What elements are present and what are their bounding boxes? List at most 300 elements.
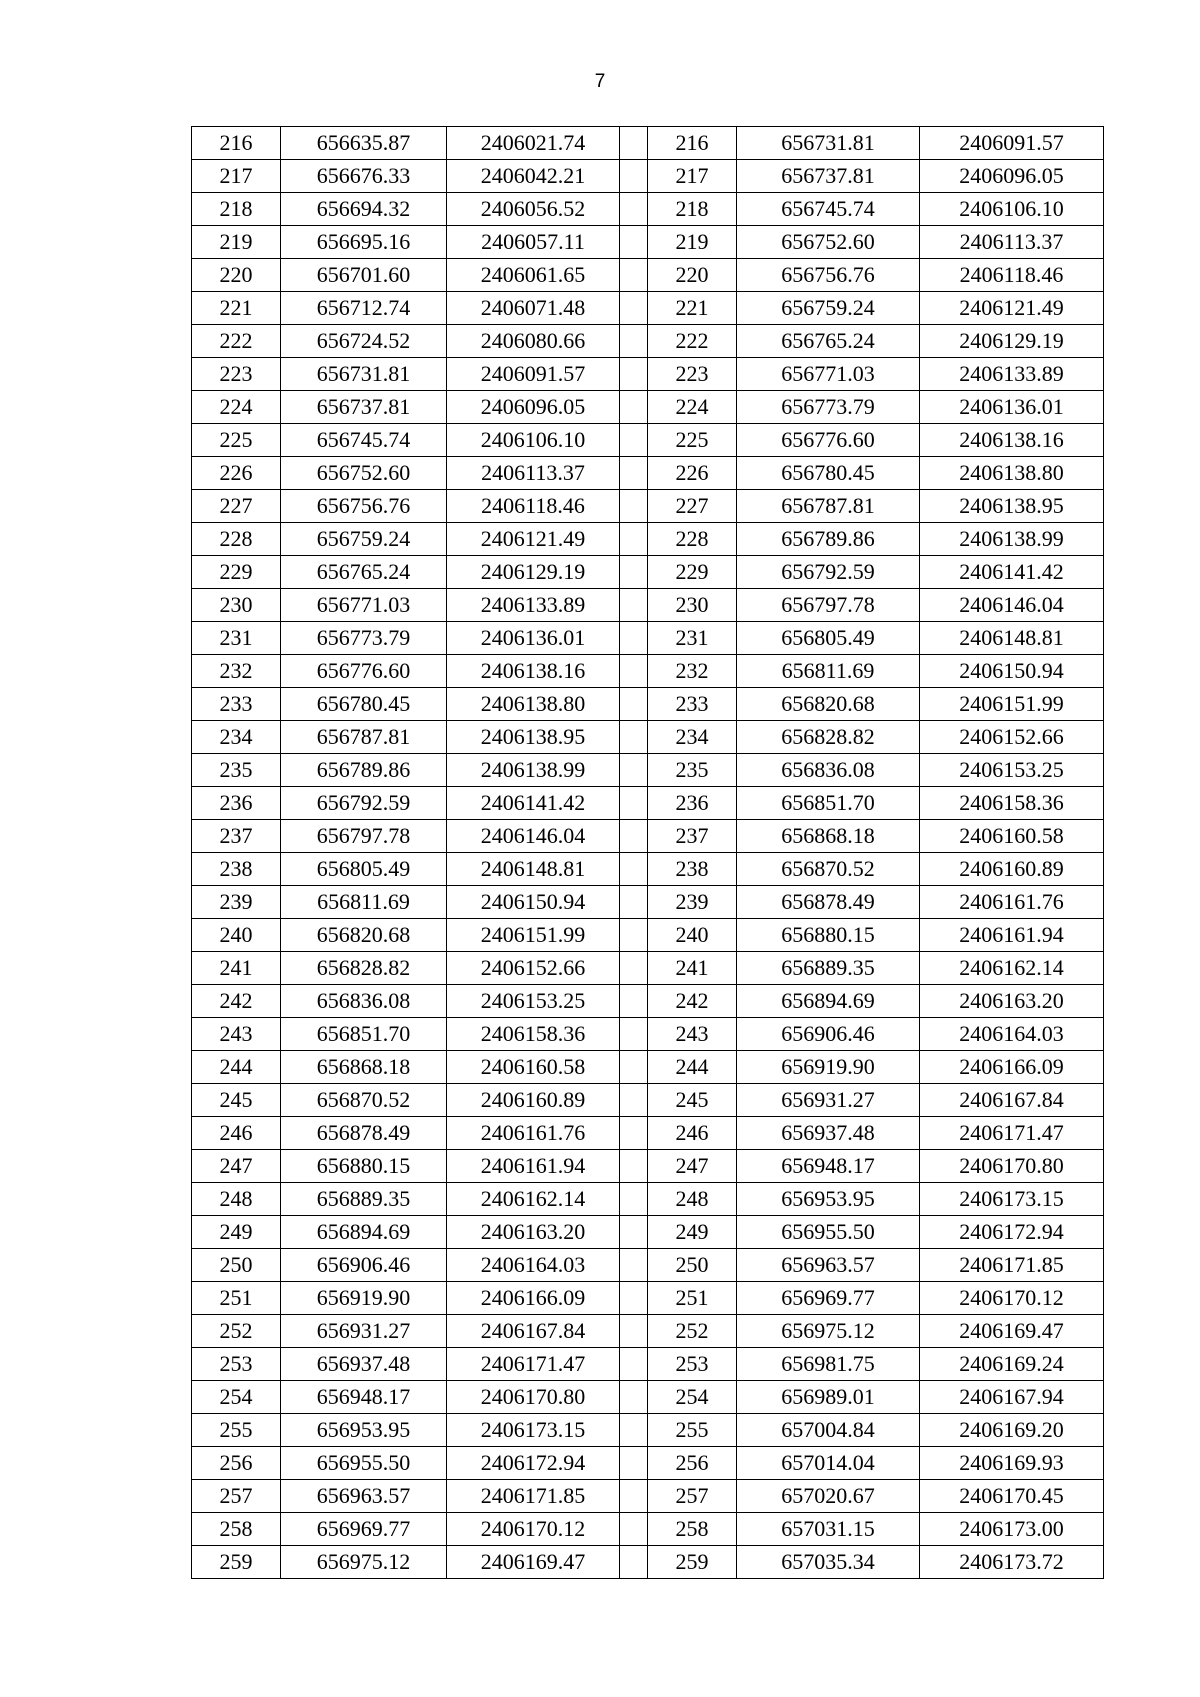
right-y-cell: 2406161.76 xyxy=(920,886,1104,919)
left-x-cell: 656894.69 xyxy=(281,1216,447,1249)
left-x-cell: 656811.69 xyxy=(281,886,447,919)
right-point-cell: 231 xyxy=(648,622,737,655)
left-x-cell: 656870.52 xyxy=(281,1084,447,1117)
right-y-cell: 2406146.04 xyxy=(920,589,1104,622)
right-x-cell: 656759.24 xyxy=(737,292,920,325)
left-point-cell: 234 xyxy=(192,721,281,754)
right-point-cell: 250 xyxy=(648,1249,737,1282)
right-y-cell: 2406162.14 xyxy=(920,952,1104,985)
right-point-cell: 232 xyxy=(648,655,737,688)
table-row xyxy=(192,919,1104,952)
right-x-cell: 656805.49 xyxy=(737,622,920,655)
spacer-cell xyxy=(620,490,648,523)
spacer-cell xyxy=(620,688,648,721)
right-y-cell: 2406173.00 xyxy=(920,1513,1104,1546)
left-point-cell: 233 xyxy=(192,688,281,721)
table-row xyxy=(192,1150,1104,1183)
right-x-cell: 656981.75 xyxy=(737,1348,920,1381)
right-y-cell: 2406163.20 xyxy=(920,985,1104,1018)
right-point-cell: 240 xyxy=(648,919,737,952)
table-row xyxy=(192,1414,1104,1447)
right-x-cell: 656868.18 xyxy=(737,820,920,853)
left-point-cell: 259 xyxy=(192,1546,281,1579)
left-x-cell: 656635.87 xyxy=(281,127,447,160)
left-x-cell: 656868.18 xyxy=(281,1051,447,1084)
right-point-cell: 226 xyxy=(648,457,737,490)
table-row xyxy=(192,325,1104,358)
left-x-cell: 656694.32 xyxy=(281,193,447,226)
spacer-cell xyxy=(620,589,648,622)
right-x-cell: 656975.12 xyxy=(737,1315,920,1348)
left-point-cell: 254 xyxy=(192,1381,281,1414)
left-x-cell: 656780.45 xyxy=(281,688,447,721)
left-point-cell: 250 xyxy=(192,1249,281,1282)
right-y-cell: 2406136.01 xyxy=(920,391,1104,424)
spacer-cell xyxy=(620,1183,648,1216)
table-row xyxy=(192,1051,1104,1084)
right-point-cell: 229 xyxy=(648,556,737,589)
right-x-cell: 657035.34 xyxy=(737,1546,920,1579)
left-point-cell: 228 xyxy=(192,523,281,556)
right-x-cell: 656737.81 xyxy=(737,160,920,193)
left-x-cell: 656797.78 xyxy=(281,820,447,853)
spacer-cell xyxy=(620,424,648,457)
spacer-cell xyxy=(620,226,648,259)
spacer-cell xyxy=(620,919,648,952)
right-y-cell: 2406106.10 xyxy=(920,193,1104,226)
left-y-cell: 2406164.03 xyxy=(447,1249,620,1282)
right-x-cell: 657004.84 xyxy=(737,1414,920,1447)
left-point-cell: 222 xyxy=(192,325,281,358)
right-x-cell: 656789.86 xyxy=(737,523,920,556)
left-x-cell: 656752.60 xyxy=(281,457,447,490)
left-point-cell: 232 xyxy=(192,655,281,688)
left-point-cell: 255 xyxy=(192,1414,281,1447)
right-y-cell: 2406171.47 xyxy=(920,1117,1104,1150)
left-point-cell: 219 xyxy=(192,226,281,259)
spacer-cell xyxy=(620,886,648,919)
right-y-cell: 2406091.57 xyxy=(920,127,1104,160)
right-y-cell: 2406121.49 xyxy=(920,292,1104,325)
table-row xyxy=(192,523,1104,556)
right-point-cell: 256 xyxy=(648,1447,737,1480)
spacer-cell xyxy=(620,457,648,490)
spacer-cell xyxy=(620,721,648,754)
right-x-cell: 656953.95 xyxy=(737,1183,920,1216)
table-row xyxy=(192,160,1104,193)
right-x-cell: 656931.27 xyxy=(737,1084,920,1117)
table-row xyxy=(192,1381,1104,1414)
right-point-cell: 246 xyxy=(648,1117,737,1150)
right-point-cell: 258 xyxy=(648,1513,737,1546)
right-x-cell: 656955.50 xyxy=(737,1216,920,1249)
table-row xyxy=(192,391,1104,424)
right-point-cell: 227 xyxy=(648,490,737,523)
left-point-cell: 230 xyxy=(192,589,281,622)
right-point-cell: 239 xyxy=(648,886,737,919)
left-point-cell: 251 xyxy=(192,1282,281,1315)
left-y-cell: 2406171.47 xyxy=(447,1348,620,1381)
right-y-cell: 2406170.45 xyxy=(920,1480,1104,1513)
left-point-cell: 256 xyxy=(192,1447,281,1480)
table-row xyxy=(192,688,1104,721)
spacer-cell xyxy=(620,1513,648,1546)
table-row xyxy=(192,1183,1104,1216)
right-y-cell: 2406151.99 xyxy=(920,688,1104,721)
left-y-cell: 2406171.85 xyxy=(447,1480,620,1513)
right-x-cell: 656731.81 xyxy=(737,127,920,160)
left-x-cell: 656792.59 xyxy=(281,787,447,820)
right-point-cell: 233 xyxy=(648,688,737,721)
right-x-cell: 656969.77 xyxy=(737,1282,920,1315)
left-y-cell: 2406170.12 xyxy=(447,1513,620,1546)
right-point-cell: 216 xyxy=(648,127,737,160)
left-point-cell: 242 xyxy=(192,985,281,1018)
left-y-cell: 2406173.15 xyxy=(447,1414,620,1447)
right-point-cell: 225 xyxy=(648,424,737,457)
right-y-cell: 2406167.84 xyxy=(920,1084,1104,1117)
spacer-cell xyxy=(620,787,648,820)
right-point-cell: 253 xyxy=(648,1348,737,1381)
left-point-cell: 236 xyxy=(192,787,281,820)
left-x-cell: 656963.57 xyxy=(281,1480,447,1513)
left-y-cell: 2406138.80 xyxy=(447,688,620,721)
right-x-cell: 656989.01 xyxy=(737,1381,920,1414)
right-y-cell: 2406153.25 xyxy=(920,754,1104,787)
left-y-cell: 2406106.10 xyxy=(447,424,620,457)
left-point-cell: 227 xyxy=(192,490,281,523)
right-y-cell: 2406113.37 xyxy=(920,226,1104,259)
spacer-cell xyxy=(620,127,648,160)
left-y-cell: 2406133.89 xyxy=(447,589,620,622)
right-y-cell: 2406118.46 xyxy=(920,259,1104,292)
right-point-cell: 243 xyxy=(648,1018,737,1051)
left-x-cell: 656953.95 xyxy=(281,1414,447,1447)
table-row xyxy=(192,1117,1104,1150)
left-x-cell: 656712.74 xyxy=(281,292,447,325)
left-point-cell: 218 xyxy=(192,193,281,226)
right-point-cell: 255 xyxy=(648,1414,737,1447)
left-point-cell: 252 xyxy=(192,1315,281,1348)
right-y-cell: 2406172.94 xyxy=(920,1216,1104,1249)
table-row xyxy=(192,358,1104,391)
left-point-cell: 253 xyxy=(192,1348,281,1381)
spacer-cell xyxy=(620,1216,648,1249)
right-point-cell: 238 xyxy=(648,853,737,886)
left-point-cell: 238 xyxy=(192,853,281,886)
left-point-cell: 244 xyxy=(192,1051,281,1084)
table-row xyxy=(192,853,1104,886)
left-x-cell: 656737.81 xyxy=(281,391,447,424)
right-point-cell: 235 xyxy=(648,754,737,787)
left-x-cell: 656695.16 xyxy=(281,226,447,259)
left-point-cell: 217 xyxy=(192,160,281,193)
table-row xyxy=(192,1084,1104,1117)
spacer-cell xyxy=(620,754,648,787)
left-point-cell: 224 xyxy=(192,391,281,424)
left-y-cell: 2406138.16 xyxy=(447,655,620,688)
left-y-cell: 2406113.37 xyxy=(447,457,620,490)
right-y-cell: 2406161.94 xyxy=(920,919,1104,952)
left-x-cell: 656771.03 xyxy=(281,589,447,622)
right-x-cell: 656889.35 xyxy=(737,952,920,985)
spacer-cell xyxy=(620,292,648,325)
left-x-cell: 656701.60 xyxy=(281,259,447,292)
table-row xyxy=(192,490,1104,523)
right-y-cell: 2406173.15 xyxy=(920,1183,1104,1216)
left-point-cell: 220 xyxy=(192,259,281,292)
left-x-cell: 656776.60 xyxy=(281,655,447,688)
right-y-cell: 2406169.24 xyxy=(920,1348,1104,1381)
left-y-cell: 2406170.80 xyxy=(447,1381,620,1414)
left-y-cell: 2406080.66 xyxy=(447,325,620,358)
spacer-cell xyxy=(620,952,648,985)
right-point-cell: 228 xyxy=(648,523,737,556)
right-y-cell: 2406160.89 xyxy=(920,853,1104,886)
right-x-cell: 656797.78 xyxy=(737,589,920,622)
left-x-cell: 656919.90 xyxy=(281,1282,447,1315)
table-row xyxy=(192,952,1104,985)
spacer-cell xyxy=(620,523,648,556)
right-x-cell: 656745.74 xyxy=(737,193,920,226)
right-x-cell: 657031.15 xyxy=(737,1513,920,1546)
right-x-cell: 656773.79 xyxy=(737,391,920,424)
right-point-cell: 249 xyxy=(648,1216,737,1249)
table-row xyxy=(192,655,1104,688)
right-y-cell: 2406152.66 xyxy=(920,721,1104,754)
left-y-cell: 2406056.52 xyxy=(447,193,620,226)
right-point-cell: 247 xyxy=(648,1150,737,1183)
right-x-cell: 656880.15 xyxy=(737,919,920,952)
right-x-cell: 656870.52 xyxy=(737,853,920,886)
left-point-cell: 223 xyxy=(192,358,281,391)
left-y-cell: 2406071.48 xyxy=(447,292,620,325)
left-y-cell: 2406129.19 xyxy=(447,556,620,589)
right-x-cell: 656792.59 xyxy=(737,556,920,589)
right-y-cell: 2406160.58 xyxy=(920,820,1104,853)
left-x-cell: 656975.12 xyxy=(281,1546,447,1579)
left-y-cell: 2406160.89 xyxy=(447,1084,620,1117)
spacer-cell xyxy=(620,1381,648,1414)
table-row xyxy=(192,1249,1104,1282)
right-y-cell: 2406169.20 xyxy=(920,1414,1104,1447)
left-y-cell: 2406121.49 xyxy=(447,523,620,556)
left-x-cell: 656889.35 xyxy=(281,1183,447,1216)
table-row xyxy=(192,1282,1104,1315)
right-point-cell: 220 xyxy=(648,259,737,292)
right-x-cell: 656851.70 xyxy=(737,787,920,820)
left-point-cell: 249 xyxy=(192,1216,281,1249)
right-point-cell: 222 xyxy=(648,325,737,358)
table-row xyxy=(192,424,1104,457)
right-point-cell: 241 xyxy=(648,952,737,985)
left-y-cell: 2406148.81 xyxy=(447,853,620,886)
table-row xyxy=(192,589,1104,622)
left-y-cell: 2406118.46 xyxy=(447,490,620,523)
left-y-cell: 2406141.42 xyxy=(447,787,620,820)
left-point-cell: 257 xyxy=(192,1480,281,1513)
left-x-cell: 656765.24 xyxy=(281,556,447,589)
spacer-cell xyxy=(620,1282,648,1315)
table-row xyxy=(192,1348,1104,1381)
left-x-cell: 656937.48 xyxy=(281,1348,447,1381)
left-x-cell: 656724.52 xyxy=(281,325,447,358)
left-y-cell: 2406138.95 xyxy=(447,721,620,754)
spacer-cell xyxy=(620,1546,648,1579)
table-row xyxy=(192,754,1104,787)
left-y-cell: 2406150.94 xyxy=(447,886,620,919)
spacer-cell xyxy=(620,1117,648,1150)
right-x-cell: 656948.17 xyxy=(737,1150,920,1183)
right-x-cell: 656919.90 xyxy=(737,1051,920,1084)
right-point-cell: 251 xyxy=(648,1282,737,1315)
right-x-cell: 656776.60 xyxy=(737,424,920,457)
spacer-cell xyxy=(620,622,648,655)
right-y-cell: 2406141.42 xyxy=(920,556,1104,589)
left-x-cell: 656756.76 xyxy=(281,490,447,523)
table-row xyxy=(192,556,1104,589)
spacer-cell xyxy=(620,160,648,193)
left-x-cell: 656805.49 xyxy=(281,853,447,886)
left-x-cell: 656969.77 xyxy=(281,1513,447,1546)
spacer-cell xyxy=(620,1348,648,1381)
right-y-cell: 2406138.95 xyxy=(920,490,1104,523)
right-y-cell: 2406170.12 xyxy=(920,1282,1104,1315)
right-x-cell: 656937.48 xyxy=(737,1117,920,1150)
left-y-cell: 2406021.74 xyxy=(447,127,620,160)
right-y-cell: 2406096.05 xyxy=(920,160,1104,193)
left-x-cell: 656745.74 xyxy=(281,424,447,457)
spacer-cell xyxy=(620,358,648,391)
right-x-cell: 656780.45 xyxy=(737,457,920,490)
left-y-cell: 2406163.20 xyxy=(447,1216,620,1249)
left-y-cell: 2406096.05 xyxy=(447,391,620,424)
left-point-cell: 216 xyxy=(192,127,281,160)
left-y-cell: 2406161.76 xyxy=(447,1117,620,1150)
right-y-cell: 2406169.47 xyxy=(920,1315,1104,1348)
left-point-cell: 241 xyxy=(192,952,281,985)
right-x-cell: 656878.49 xyxy=(737,886,920,919)
right-y-cell: 2406171.85 xyxy=(920,1249,1104,1282)
spacer-cell xyxy=(620,1084,648,1117)
right-y-cell: 2406133.89 xyxy=(920,358,1104,391)
left-y-cell: 2406146.04 xyxy=(447,820,620,853)
right-point-cell: 257 xyxy=(648,1480,737,1513)
left-y-cell: 2406136.01 xyxy=(447,622,620,655)
left-x-cell: 656787.81 xyxy=(281,721,447,754)
right-point-cell: 219 xyxy=(648,226,737,259)
left-x-cell: 656828.82 xyxy=(281,952,447,985)
spacer-cell xyxy=(620,853,648,886)
left-y-cell: 2406166.09 xyxy=(447,1282,620,1315)
left-x-cell: 656731.81 xyxy=(281,358,447,391)
left-y-cell: 2406172.94 xyxy=(447,1447,620,1480)
table-row xyxy=(192,787,1104,820)
left-point-cell: 258 xyxy=(192,1513,281,1546)
right-y-cell: 2406158.36 xyxy=(920,787,1104,820)
left-x-cell: 656759.24 xyxy=(281,523,447,556)
left-y-cell: 2406167.84 xyxy=(447,1315,620,1348)
left-point-cell: 246 xyxy=(192,1117,281,1150)
right-y-cell: 2406129.19 xyxy=(920,325,1104,358)
right-x-cell: 656828.82 xyxy=(737,721,920,754)
spacer-cell xyxy=(620,1315,648,1348)
left-point-cell: 248 xyxy=(192,1183,281,1216)
table-row xyxy=(192,1315,1104,1348)
spacer-cell xyxy=(620,556,648,589)
table-row xyxy=(192,1216,1104,1249)
table-row xyxy=(192,457,1104,490)
left-y-cell: 2406091.57 xyxy=(447,358,620,391)
table-row xyxy=(192,985,1104,1018)
left-x-cell: 656931.27 xyxy=(281,1315,447,1348)
spacer-cell xyxy=(620,1051,648,1084)
right-point-cell: 236 xyxy=(648,787,737,820)
spacer-cell xyxy=(620,1414,648,1447)
right-point-cell: 242 xyxy=(648,985,737,1018)
left-x-cell: 656948.17 xyxy=(281,1381,447,1414)
left-point-cell: 226 xyxy=(192,457,281,490)
right-y-cell: 2406150.94 xyxy=(920,655,1104,688)
right-x-cell: 656963.57 xyxy=(737,1249,920,1282)
left-x-cell: 656955.50 xyxy=(281,1447,447,1480)
right-point-cell: 221 xyxy=(648,292,737,325)
left-x-cell: 656880.15 xyxy=(281,1150,447,1183)
left-y-cell: 2406042.21 xyxy=(447,160,620,193)
right-x-cell: 657014.04 xyxy=(737,1447,920,1480)
right-point-cell: 234 xyxy=(648,721,737,754)
spacer-cell xyxy=(620,259,648,292)
right-y-cell: 2406138.16 xyxy=(920,424,1104,457)
spacer-cell xyxy=(620,1447,648,1480)
right-x-cell: 656765.24 xyxy=(737,325,920,358)
table-row xyxy=(192,1480,1104,1513)
right-point-cell: 223 xyxy=(648,358,737,391)
left-y-cell: 2406162.14 xyxy=(447,1183,620,1216)
left-point-cell: 239 xyxy=(192,886,281,919)
table-row xyxy=(192,292,1104,325)
right-point-cell: 252 xyxy=(648,1315,737,1348)
right-y-cell: 2406138.80 xyxy=(920,457,1104,490)
spacer-cell xyxy=(620,1249,648,1282)
table-row xyxy=(192,886,1104,919)
left-point-cell: 243 xyxy=(192,1018,281,1051)
spacer-cell xyxy=(620,325,648,358)
left-y-cell: 2406169.47 xyxy=(447,1546,620,1579)
right-x-cell: 656894.69 xyxy=(737,985,920,1018)
right-point-cell: 217 xyxy=(648,160,737,193)
left-y-cell: 2406151.99 xyxy=(447,919,620,952)
right-y-cell: 2406166.09 xyxy=(920,1051,1104,1084)
table-row xyxy=(192,622,1104,655)
left-y-cell: 2406061.65 xyxy=(447,259,620,292)
right-point-cell: 224 xyxy=(648,391,737,424)
right-point-cell: 237 xyxy=(648,820,737,853)
right-x-cell: 656820.68 xyxy=(737,688,920,721)
table-row xyxy=(192,1447,1104,1480)
table-row xyxy=(192,259,1104,292)
right-x-cell: 656836.08 xyxy=(737,754,920,787)
right-y-cell: 2406138.99 xyxy=(920,523,1104,556)
coordinate-table-body xyxy=(192,127,1104,1579)
page-number: 7 xyxy=(594,71,606,92)
coordinate-table xyxy=(191,126,1104,1579)
left-point-cell: 225 xyxy=(192,424,281,457)
right-y-cell: 2406167.94 xyxy=(920,1381,1104,1414)
left-x-cell: 656676.33 xyxy=(281,160,447,193)
right-point-cell: 244 xyxy=(648,1051,737,1084)
right-x-cell: 657020.67 xyxy=(737,1480,920,1513)
